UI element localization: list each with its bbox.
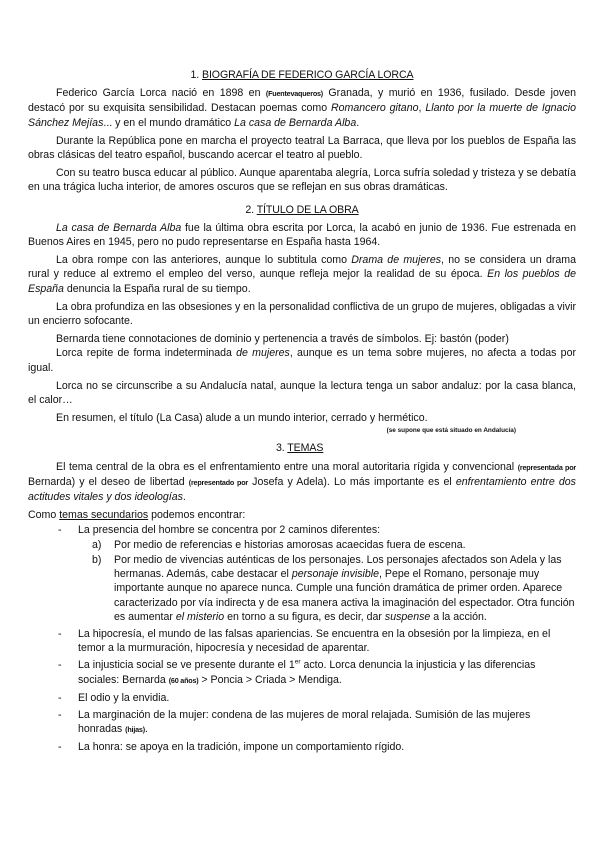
text: acto. Lorca denuncia la injusticia y las diferencias sociales: Bernarda xyxy=(78,659,536,686)
text: . xyxy=(144,723,148,736)
dash-bullet: - xyxy=(58,524,62,537)
text: fue la última obra escrita por Lorca, la acabó en junio de 1936. Fue estrenada en Buenos Aires en 1945, pero no pudo representarse en España hasta 1964. xyxy=(28,221,577,249)
text: a la acción. xyxy=(433,610,487,623)
heading-number: 1. xyxy=(190,69,200,81)
text: y el deseo de libertad xyxy=(79,475,185,488)
section-heading-titulo xyxy=(28,203,576,217)
heading-text: TEMAS xyxy=(287,442,324,455)
heading-text: BIOGRAFÍA DE FEDERICO GARCÍA LORCA xyxy=(202,69,414,81)
text: Bernarda) xyxy=(28,475,76,488)
dash-bullet: - xyxy=(58,691,62,704)
text: El odio y la envidia. xyxy=(78,691,170,704)
text: El tema central de la obra es el enfrentamiento entre una moral autoritaria rígida y convencional xyxy=(56,460,515,473)
text: La marginación de la mujer: condena de las mujeres de moral relajada. Sumisión de las mujeres honradas xyxy=(78,708,531,736)
list-item xyxy=(28,523,576,623)
paragraph xyxy=(28,346,576,374)
small-note: (60 años) xyxy=(168,675,199,685)
italic-term: personaje invisible xyxy=(291,568,380,581)
small-note: (representada por xyxy=(517,462,577,472)
text: , xyxy=(418,102,422,115)
heading-text: TÍTULO DE LA OBRA xyxy=(256,203,359,216)
text: , Pepe el Romano, personaje muy importante aunque no aparece nunca. Cumple una función dramática de primer orden. Aparece caracterizado por vía indirecta y de esa manera activa la imaginación del espectador. Otra función es aumentar xyxy=(114,568,575,623)
sub-label: b) xyxy=(92,553,102,566)
text: Granada, y murió en 1936, fusilado. Desde joven destacó por su exquisita sensibilidad. Destacan poemas como xyxy=(28,87,576,115)
paragraph xyxy=(28,460,576,505)
text: . xyxy=(182,491,186,504)
dash-bullet: - xyxy=(58,741,62,754)
small-note: (Fuentevaqueros) xyxy=(265,89,323,99)
text: Como xyxy=(28,509,57,522)
paragraph: Lorca no se circunscribe a su Andalucía natal, aunque la lectura tenga un sabor andaluz: por la casa blanca, el calor… xyxy=(28,379,576,407)
text: La presencia del hombre se concentra por 2 caminos diferentes: xyxy=(78,524,381,537)
italic-term: enfrentamiento entre dos actitudes vitales y dos ideologías xyxy=(28,475,576,504)
heading-number: 3. xyxy=(276,442,285,455)
list-item xyxy=(28,691,576,705)
small-note: (representado por xyxy=(188,477,249,487)
text: La honra: se apoya en la tradición, impone un comportamiento rígido. xyxy=(78,741,405,754)
underlined-term: temas secundarios xyxy=(59,509,149,522)
dash-bullet: - xyxy=(58,708,62,721)
sub-list-item xyxy=(78,553,576,624)
text: denuncia la España rural de su tiempo. xyxy=(66,282,251,295)
text: podemos encontrar: xyxy=(151,509,246,522)
section-heading-temas xyxy=(28,441,576,455)
text: La obra rompe con las anteriores, aunque lo subtitula como xyxy=(56,254,347,267)
dash-bullet: - xyxy=(58,659,62,672)
paragraph: Con su teatro busca educar al público. Aunque aparentaba alegría, Lorca sufría soledad y tristeza y se debatía en una trágica lucha interior, de amores oscuros que se reflejan en sus obras dramáticas. xyxy=(28,167,576,194)
italic-term: suspense xyxy=(384,610,431,623)
list-item xyxy=(28,708,576,737)
side-note: (se supone que está situado en Andalucía) xyxy=(386,427,516,435)
text: , no se considera un drama rural y reduce al extremo el empleo del verso, aunque refleja mejor la realidad de su época. xyxy=(28,254,576,281)
heading-number: 2. xyxy=(245,203,255,216)
italic-title: Romancero gitano xyxy=(331,102,419,115)
paragraph: La obra profundiza en las obsesiones y en la personalidad conflictiva de un grupo de mujeres, obligadas a vivir un encierro sofocante. xyxy=(28,300,577,328)
paragraph xyxy=(28,86,576,130)
italic-title: La casa de Bernarda Alba xyxy=(56,221,182,234)
text: , aunque es un tema sobre mujeres, no afecta a todas por igual. xyxy=(28,347,576,374)
paragraph xyxy=(28,253,576,296)
paragraph: Bernarda tiene connotaciones de dominio y pertenencia a través de símbolos. Ej: bastón (poder) xyxy=(56,333,509,346)
sub-list xyxy=(78,538,576,624)
text: . xyxy=(356,116,360,129)
list-item xyxy=(28,658,576,687)
paragraph xyxy=(28,221,576,249)
italic-term: el misterio xyxy=(175,610,225,623)
themes-list xyxy=(28,523,576,754)
text: La hipocresía, el mundo de las falsas apariencias. Se encuentra en la obsesión por la limpieza, en el temor a la murmuración, hipocresía y necesidad de aparentar. xyxy=(78,627,551,655)
text: Federico García Lorca nació en 1898 en xyxy=(56,87,261,100)
sub-list-item xyxy=(78,538,576,552)
list-item xyxy=(28,627,576,655)
superscript: er xyxy=(294,658,301,666)
paragraph xyxy=(28,508,576,522)
small-note: (hijas) xyxy=(125,725,145,735)
text: Lorca repite de forma indeterminada xyxy=(56,347,232,360)
italic-title: La casa de Bernarda Alba xyxy=(234,116,357,129)
italic-title: Llanto por la muerte de Ignacio Sánchez Mejías xyxy=(28,102,576,129)
sub-label: a) xyxy=(92,538,102,551)
text: Por medio de referencias e historias amorosas acaecidas fuera de escena. xyxy=(114,538,466,551)
text: Por medio de vivencias auténticas de los personajes. Los personajes afectados son Adela y las hermanas. Además, cabe destacar el xyxy=(114,553,562,581)
paragraph: Durante la República pone en marcha el proyecto teatral La Barraca, que lleva por los pueblos de España las obras clásicas del teatro español, buscando acercar el teatro al pueblo. xyxy=(28,134,576,162)
italic-term: de mujeres xyxy=(236,347,290,360)
text: La injusticia social se ve presente durante el 1 xyxy=(78,659,295,672)
text: > Poncia > Criada > Mendiga. xyxy=(201,673,342,686)
paragraph: En resumen, el título (La Casa) alude a un mundo interior, cerrado y hermético. xyxy=(56,412,428,425)
list-item xyxy=(28,740,576,754)
text: en torno a su figura, es decir, dar xyxy=(227,610,382,623)
dash-bullet: - xyxy=(58,627,62,640)
document-content xyxy=(28,68,576,758)
text: Josefa y Adela). Lo más importante es el xyxy=(252,475,452,488)
text: ... y en el mundo dramático xyxy=(103,116,232,129)
section-heading-biografia xyxy=(28,68,576,82)
italic-title: Drama de mujeres xyxy=(351,254,442,267)
italic-title: En los pueblos de España xyxy=(28,268,576,295)
